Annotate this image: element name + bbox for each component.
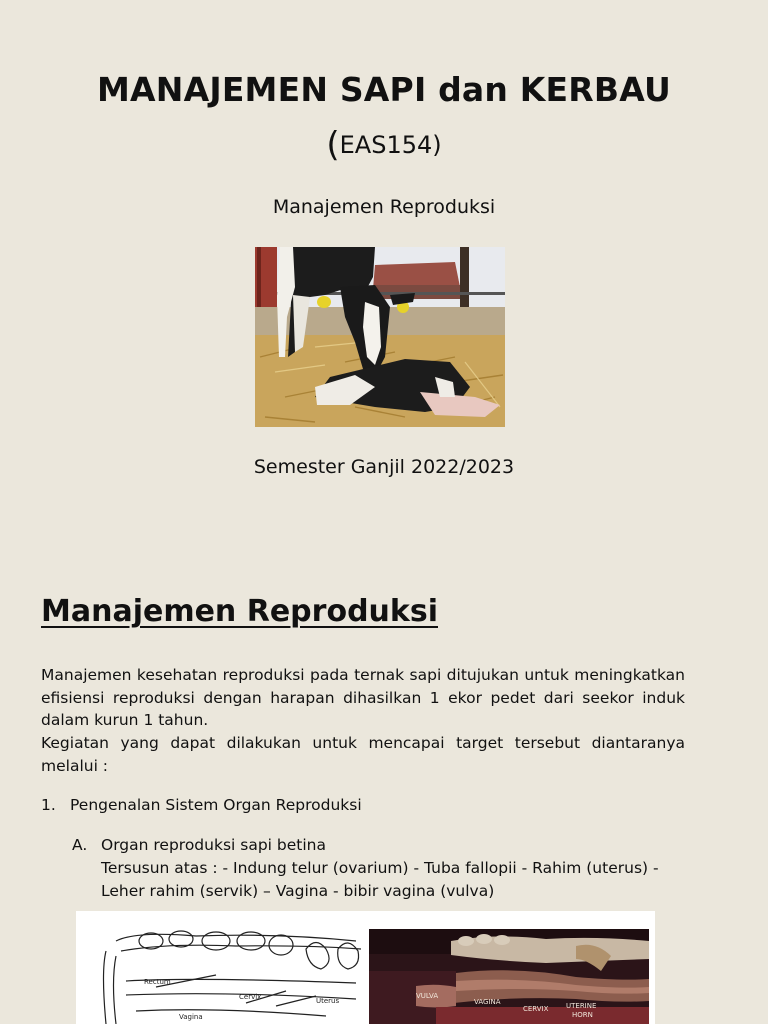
diagram-label-vulva: VULVA [416, 992, 439, 1000]
diagram-label-uterine: UTERINE [566, 1002, 597, 1010]
slide-title: MANAJEMEN SAPI dan KERBAU [97, 70, 671, 109]
diagram-label-vagina: Vagina [179, 1013, 203, 1021]
sub-item-letter: A. [72, 836, 88, 854]
sub-list-item [72, 834, 659, 903]
diagram-label-horn: HORN [572, 1011, 593, 1019]
diagram-label-uterus: Uterus [316, 997, 340, 1005]
sub-item-title: Organ reproduksi sapi betina [101, 836, 326, 854]
diagram-label-rectum: Rectum [144, 978, 171, 986]
sub-item-line: Leher rahim (servik) – Vagina - bibir vagina (vulva) [101, 882, 495, 900]
course-code-paren: ( [326, 125, 340, 165]
slide-subtitle: Manajemen Reproduksi [272, 196, 496, 218]
section-heading: Manajemen Reproduksi [41, 594, 438, 629]
diagram-label-cervix: Cervix [239, 993, 262, 1001]
semester-label: Semester Ganjil 2022/2023 [253, 456, 515, 478]
paragraph-2: Kegiatan yang dapat dilakukan untuk mencapai target tersebut diantaranya melalui : [41, 734, 685, 775]
list-item-text: Pengenalan Sistem Organ Reproduksi [70, 796, 362, 814]
paragraph-1: Manajemen kesehatan reproduksi pada ternak sapi ditujukan untuk meningkatkan efisiensi reproduksi dengan harapan dihasilkan 1 ekor pedet dari seekor induk dalam kurun 1 tahun. [41, 666, 685, 729]
list-item-number: 1. [41, 796, 56, 814]
sub-item-line: Tersusun atas : - Indung telur (ovarium) - Tuba fallopii - Rahim (uterus) - [101, 859, 659, 877]
reproductive-organ-diagrams [76, 911, 655, 1024]
course-code-text: EAS154) [339, 131, 442, 159]
line-diagram [104, 931, 362, 1024]
diagram-label-vagina-right: VAGINA [474, 998, 501, 1006]
list-item [41, 796, 362, 814]
illustrated-diagram [369, 929, 649, 1024]
cow-calf-photo [255, 247, 505, 427]
course-code [0, 125, 768, 165]
diagram-label-cervix-right: CERVIX [523, 1005, 549, 1013]
